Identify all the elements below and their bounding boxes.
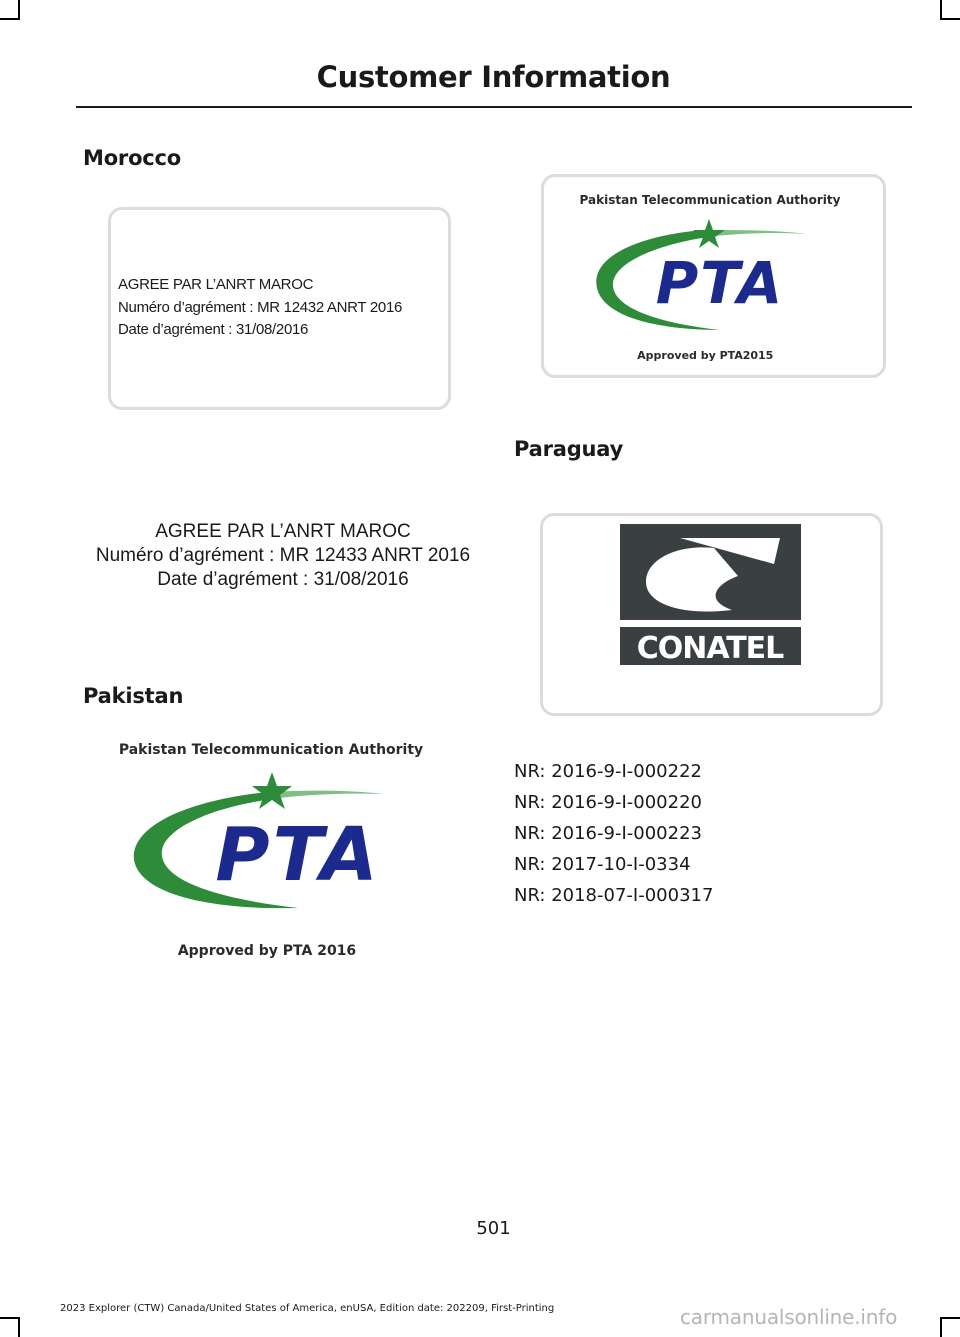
crop-mark-top-right-v <box>940 0 942 20</box>
nr-item: NR: 2017-10-I-0334 <box>514 854 691 875</box>
nr-item: NR: 2018-07-I-000317 <box>514 885 714 906</box>
pta-2015-logo <box>545 178 882 374</box>
title-rule <box>76 106 912 108</box>
section-heading-morocco: Morocco <box>83 146 182 170</box>
section-heading-pakistan: Pakistan <box>83 684 184 708</box>
pta-2016-star-icon <box>252 772 292 809</box>
pta-2015-mark: PTA <box>655 249 785 317</box>
morocco-label-2 <box>76 520 490 592</box>
conatel-logo <box>620 524 802 666</box>
nr-item: NR: 2016-9-I-000220 <box>514 792 702 813</box>
page-number: 501 <box>476 1218 511 1239</box>
crop-mark-bottom-left-h <box>0 1317 20 1319</box>
pta-2016-swoosh-highlight <box>268 791 384 798</box>
morocco-label-1-line: Date d’agrément : 31/08/2016 <box>118 321 309 338</box>
pta-2016-approved: Approved by PTA 2016 <box>177 943 357 959</box>
nr-item: NR: 2016-9-I-000222 <box>514 761 702 782</box>
section-heading-paraguay: Paraguay <box>514 437 624 461</box>
watermark: carmanualsonline.info <box>680 1305 898 1329</box>
pta-2016-mark: PTA <box>215 812 381 898</box>
page-title: Customer Information <box>316 60 671 94</box>
paraguay-nr-list <box>514 756 713 911</box>
crop-mark-top-left-h <box>0 18 20 20</box>
crop-mark-top-left-v <box>18 0 20 20</box>
pta-2015-year: 2015 <box>742 349 774 362</box>
pta-2016-authority: Pakistan Telecommunication Authority <box>118 742 424 758</box>
morocco-label-1-line: AGREE PAR L’ANRT MAROC <box>118 276 314 293</box>
crop-mark-bottom-right-v <box>940 1317 942 1337</box>
footer-edition: 2023 Explorer (CTW) Canada/United States of America, enUSA, Edition date: 202209, First-Printing <box>60 1303 555 1314</box>
nr-item: NR: 2016-9-I-000223 <box>514 823 702 844</box>
morocco-label-2-line: Date d’agrément : 31/08/2016 <box>157 569 409 590</box>
pta-2016-logo <box>108 730 460 972</box>
morocco-label-2-line: Numéro d’agrément : MR 12433 ANRT 2016 <box>95 545 471 566</box>
morocco-label-1-line: Numéro d’agrément : MR 12432 ANRT 2016 <box>118 298 403 316</box>
crop-mark-bottom-left-v <box>18 1317 20 1337</box>
pta-2015-authority: Pakistan Telecommunication Authority <box>579 193 841 207</box>
conatel-text: CONATEL <box>636 631 784 666</box>
morocco-label-2-line: AGREE PAR L’ANRT MAROC <box>155 521 411 542</box>
crop-mark-bottom-right-h <box>940 1317 960 1319</box>
crop-mark-top-right-h <box>940 18 960 20</box>
morocco-label-1 <box>118 274 448 342</box>
pta-2015-approved: Approved by PTA <box>637 349 743 362</box>
